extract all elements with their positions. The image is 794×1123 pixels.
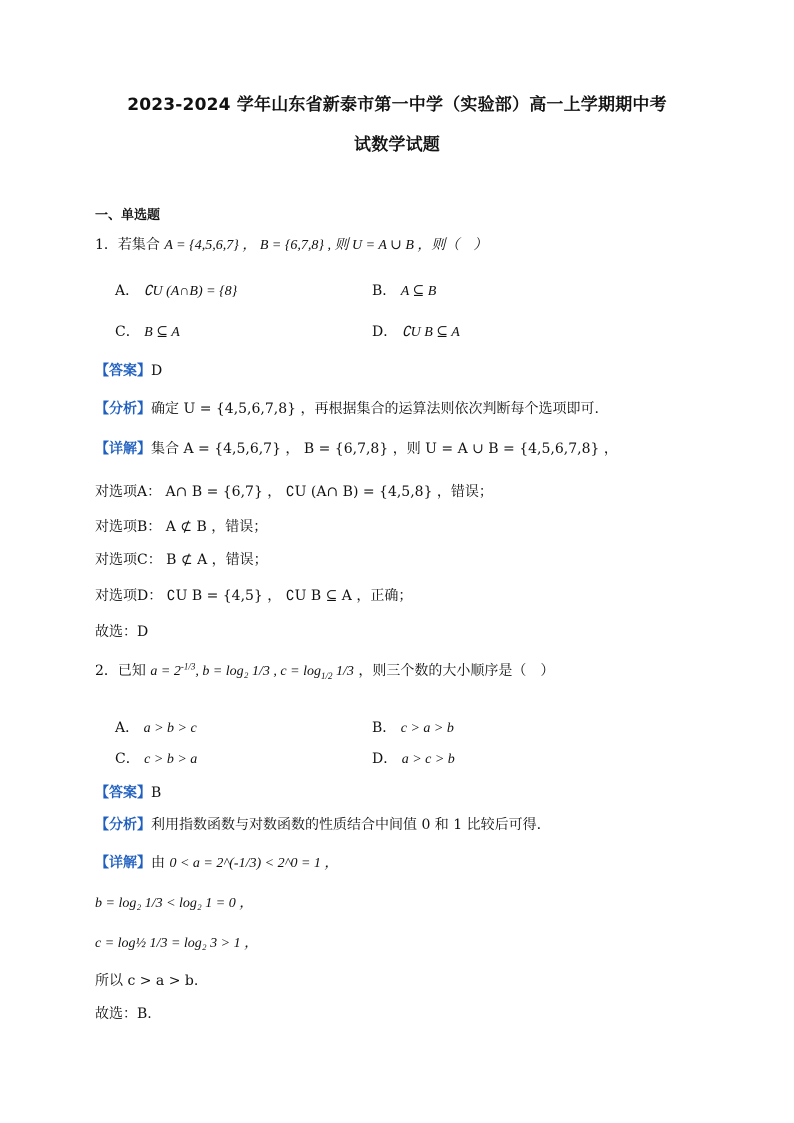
q1-option-a-label: A． [115,283,140,299]
q2-stem-tail: ，则三个数的大小顺序是（ ） [358,663,555,679]
q2-c-arg: 1/3 [332,664,354,679]
q2-option-d [372,748,455,768]
q1-analysis-text: 确定 U = {4,5,6,7,8} ，再根据集合的运算法则依次判断每个选项即可. [151,401,599,417]
q2-detail [95,852,338,872]
q2-b-expr: , b = log₂ 1/3 , c = log [195,664,321,679]
q2-option-c-label: C． [115,751,140,767]
q2-a-expr: a = 2 [150,664,181,679]
q1-option-b [372,280,436,300]
q2-option-b [372,717,454,737]
q2-option-a-math: a > b > c [143,721,197,736]
q2-detail-prefix: 由 [151,855,165,871]
q2-stem-number: 2．已知 [95,663,146,679]
q1-option-c [115,321,180,341]
q1-option-d-label: D． [372,324,398,340]
q2-detail-line3: c = log½ 1/3 = log₂ 3 > 1 ， [95,936,259,951]
q2-answer-tag: 【答案】 [95,785,151,801]
q2-analysis-text: 利用指数函数与对数函数的性质结合中间值 0 和 1 比较后可得. [151,817,542,833]
doc-title-line2: 试数学试题 [354,135,440,155]
q1-answer-value: D [151,363,163,379]
q1-option-a-math: ∁U (A∩B) = {8} [143,284,238,299]
q1-conclusion: 故选：D [95,624,149,640]
q2-option-a-label: A． [115,720,140,736]
q2-option-a [115,717,197,737]
q2-option-b-label: B． [372,720,397,736]
q1-stem-math: A = {4,5,6,7} ， B = {6,7,8} , 则 U = A ∪ B ，则（ ） [164,238,488,253]
q1-analysis-tag: 【分析】 [95,401,151,417]
doc-title-line1: 2023-2024 学年山东省新泰市第一中学（实验部）高一上学期期中考 [127,95,667,115]
q1-option-b-math: A ⊆ B [400,284,437,299]
q1-answer [95,360,162,380]
q2-option-d-label: D． [372,751,398,767]
q1-option-d-math: ∁U B ⊆ A [401,325,460,340]
q1-option-c-check: 对选项C： B ⊄ A ，错误； [95,552,268,568]
q1-option-b-check: 对选项B： A ⊄ B ，错误； [95,519,268,535]
q1-answer-tag: 【答案】 [95,363,151,379]
q2-option-d-math: a > c > b [401,752,455,767]
q2-conclusion: 故选：B. [95,1006,152,1022]
q2-answer [95,782,161,802]
section-heading: 一、单选题 [95,208,161,223]
q2-detail-line2: b = log₂ 1/3 < log₂ 1 = 0 ， [95,896,254,911]
q1-analysis [95,398,599,418]
q1-detail-text: 集合 A = {4,5,6,7} ， B = {6,7,8} ，则 U = A ∪ B = {4,5,6,7,8} ， [151,441,618,457]
q1-option-a [115,280,237,300]
q1-option-d-check: 对选项D： ∁U B = {4,5} ， ∁U B ⊆ A ，正确； [95,588,413,604]
q1-detail-tag: 【详解】 [95,441,151,457]
q2-analysis [95,814,541,834]
q2-stem [95,660,554,681]
q1-stem-number: 1．若集合 [95,237,160,253]
q2-detail-tag: 【详解】 [95,855,151,871]
q2-c-base: 1/2 [320,670,333,681]
q2-option-b-math: c > a > b [400,721,454,736]
q2-detail-line1: 0 < a = 2^(-1/3) < 2^0 = 1 ， [169,856,339,871]
q1-option-b-label: B． [372,283,397,299]
q2-option-c-math: c > b > a [144,752,198,767]
q1-option-d [372,321,460,341]
q2-answer-value: B [151,785,162,801]
q2-detail-line4: 所以 c > a > b. [95,973,199,989]
q2-option-c [115,748,197,768]
q1-option-a-check: 对选项A： A∩ B = {6,7} ， ∁U (A∩ B) = {4,5,8} ，错误； [95,484,493,500]
q1-detail [95,438,618,458]
q2-a-exponent: -1/3 [180,661,196,672]
q1-option-c-label: C． [115,324,140,340]
q1-stem [95,234,487,254]
q1-option-c-math: B ⊆ A [144,325,180,340]
q2-analysis-tag: 【分析】 [95,817,151,833]
